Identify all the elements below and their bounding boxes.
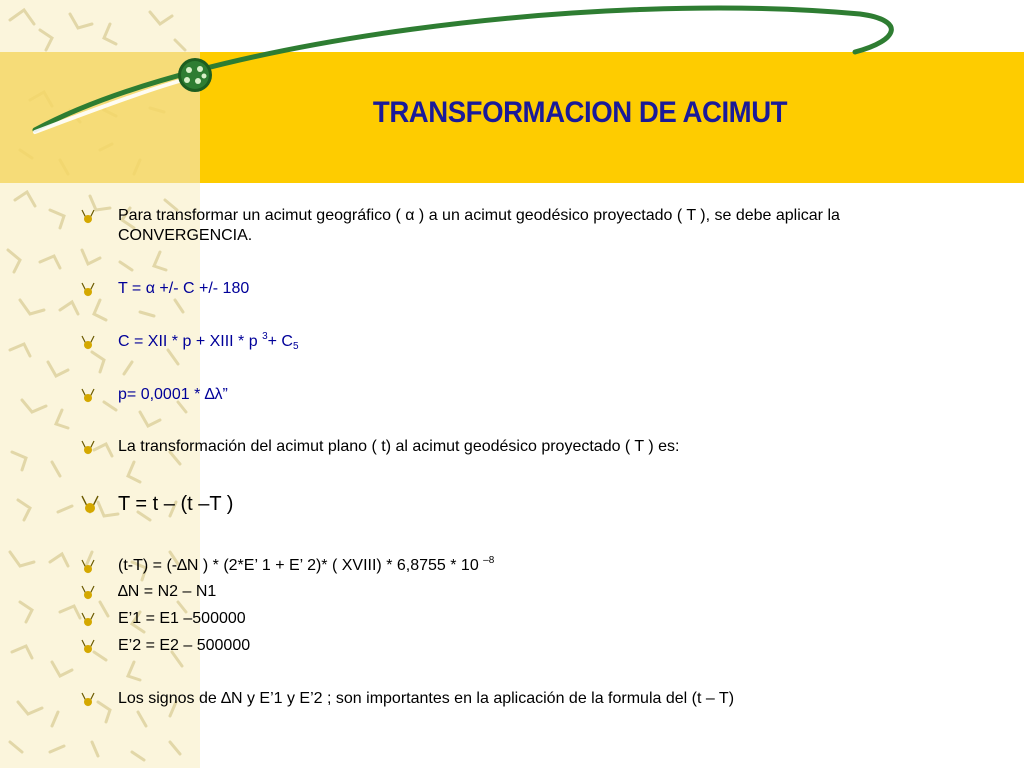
- bullet-text: T = t – (t –T ): [118, 493, 234, 515]
- bullet-item: [78, 492, 878, 516]
- bullet-text: ∆N = N2 – N1: [118, 583, 217, 600]
- bullet-item: [78, 556, 878, 576]
- bullet-text: E’1 = E1 –500000: [118, 610, 246, 627]
- formula-part: (t-T) = (-∆N ) * (2*E’ 1 + E’ 2)* ( XVIII) * 6,8755 * 10: [118, 557, 484, 574]
- left-band-accent: [0, 52, 200, 183]
- bullet-item: [78, 385, 878, 405]
- bullet-text: Para transformar un acimut geográfico ( α ) a un acimut geodésico proyectado ( T ), se debe aplicar la: [118, 207, 840, 224]
- bullet-item: [78, 609, 878, 629]
- bullet-item: [78, 332, 878, 352]
- bullet-icon: [78, 492, 118, 512]
- bullet-text: [118, 556, 878, 576]
- bullet-icon: [78, 609, 118, 629]
- bullet-text: La transformación del acimut plano ( t) al acimut geodésico proyectado ( T ) es:: [118, 438, 680, 455]
- formula-part: + C: [267, 333, 293, 350]
- bullet-text: p= 0,0001 * ∆λ”: [118, 386, 228, 403]
- formula-part: C = XII * p + XIII * p: [118, 333, 263, 350]
- bullet-item: [78, 206, 878, 246]
- bullet-icon: [78, 437, 118, 457]
- slide-title: TRANSFORMACION DE ACIMUT: [372, 96, 788, 129]
- bullet-item: [78, 437, 878, 457]
- bullet-icon: [78, 556, 118, 576]
- bullet-item: [78, 582, 878, 602]
- bullet-icon: [78, 689, 118, 709]
- formula-subscript: 5: [292, 341, 299, 352]
- bullet-icon: [78, 279, 118, 299]
- bullet-text: T = α +/- C +/- 180: [118, 280, 250, 297]
- bullet-text-continued: CONVERGENCIA.: [118, 227, 253, 244]
- bullet-text: Los signos de ∆N y E’1 y E’2 ; son importantes en la aplicación de la formula del (t – T): [118, 690, 735, 707]
- bullet-icon: [78, 332, 118, 352]
- formula-exponent: 3: [262, 331, 268, 342]
- bullet-icon: [78, 206, 118, 226]
- bullet-icon: [78, 582, 118, 602]
- bullet-item: [78, 636, 878, 656]
- bullet-item: [78, 689, 878, 709]
- bullet-icon: [78, 385, 118, 405]
- bullet-text: [118, 332, 878, 352]
- formula-exponent: –8: [483, 555, 495, 566]
- bullet-icon: [78, 636, 118, 656]
- bullet-text: E’2 = E2 – 500000: [118, 637, 251, 654]
- bullet-item: [78, 279, 878, 299]
